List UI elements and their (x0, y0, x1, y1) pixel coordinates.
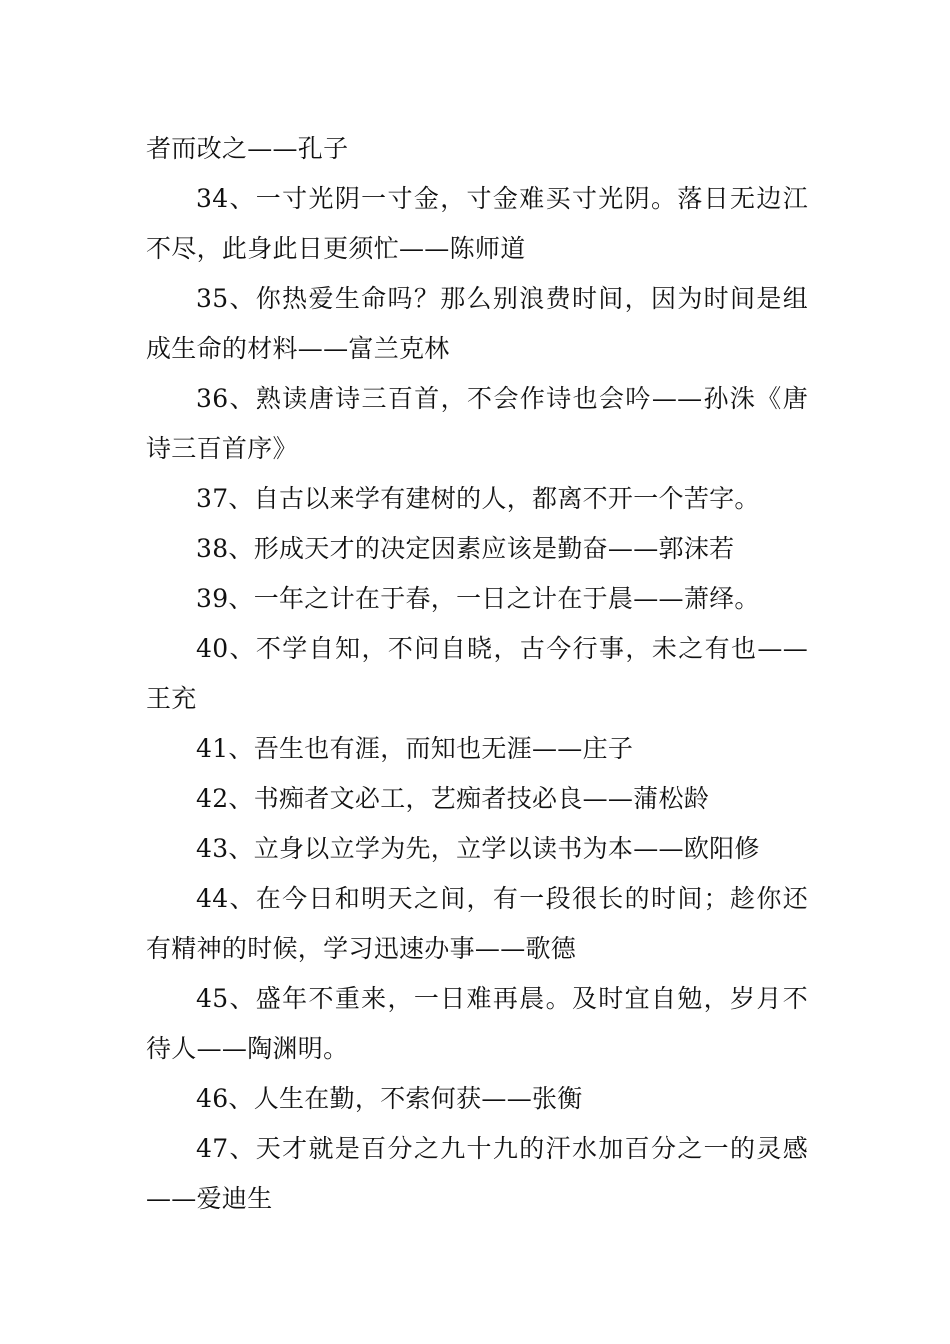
quote-38: 38、形成天才的决定因素应该是勤奋——郭沫若 (196, 534, 735, 563)
quote-35: 35、你热爱生命吗？那么别浪费时间，因为时间是组成生命的材料——富兰克林 (146, 284, 808, 363)
quote-43: 43、立身以立学为先，立学以读书为本——欧阳修 (196, 834, 760, 863)
quote-39: 39、一年之计在于春，一日之计在于晨——萧绎。 (196, 584, 760, 613)
document-body (146, 124, 808, 1224)
quote-36: 36、熟读唐诗三百首，不会作诗也会吟——孙洙《唐诗三百首序》 (146, 384, 808, 463)
quote-42: 42、书痴者文必工，艺痴者技必良——蒲松龄 (196, 784, 710, 813)
quote-40: 40、不学自知，不问自晓，古今行事，未之有也——王充 (146, 634, 808, 713)
quote-41: 41、吾生也有涯，而知也无涯——庄子 (196, 734, 634, 763)
quote-46: 46、人生在勤，不索何获——张衡 (196, 1084, 583, 1113)
quote-45: 45、盛年不重来，一日难再晨。及时宜自勉，岁月不待人——陶渊明。 (146, 984, 808, 1063)
quote-44: 44、在今日和明天之间，有一段很长的时间；趁你还有精神的时候，学习迅速办事——歌德 (146, 884, 808, 963)
paragraph-continued: 者而改之——孔子 (146, 134, 349, 163)
quote-47: 47、天才就是百分之九十九的汗水加百分之一的灵感——爱迪生 (146, 1134, 808, 1213)
quote-37: 37、自古以来学有建树的人，都离不开一个苦字。 (196, 484, 760, 513)
quote-34: 34、一寸光阴一寸金，寸金难买寸光阴。落日无边江不尽，此身此日更须忙——陈师道 (146, 184, 808, 263)
